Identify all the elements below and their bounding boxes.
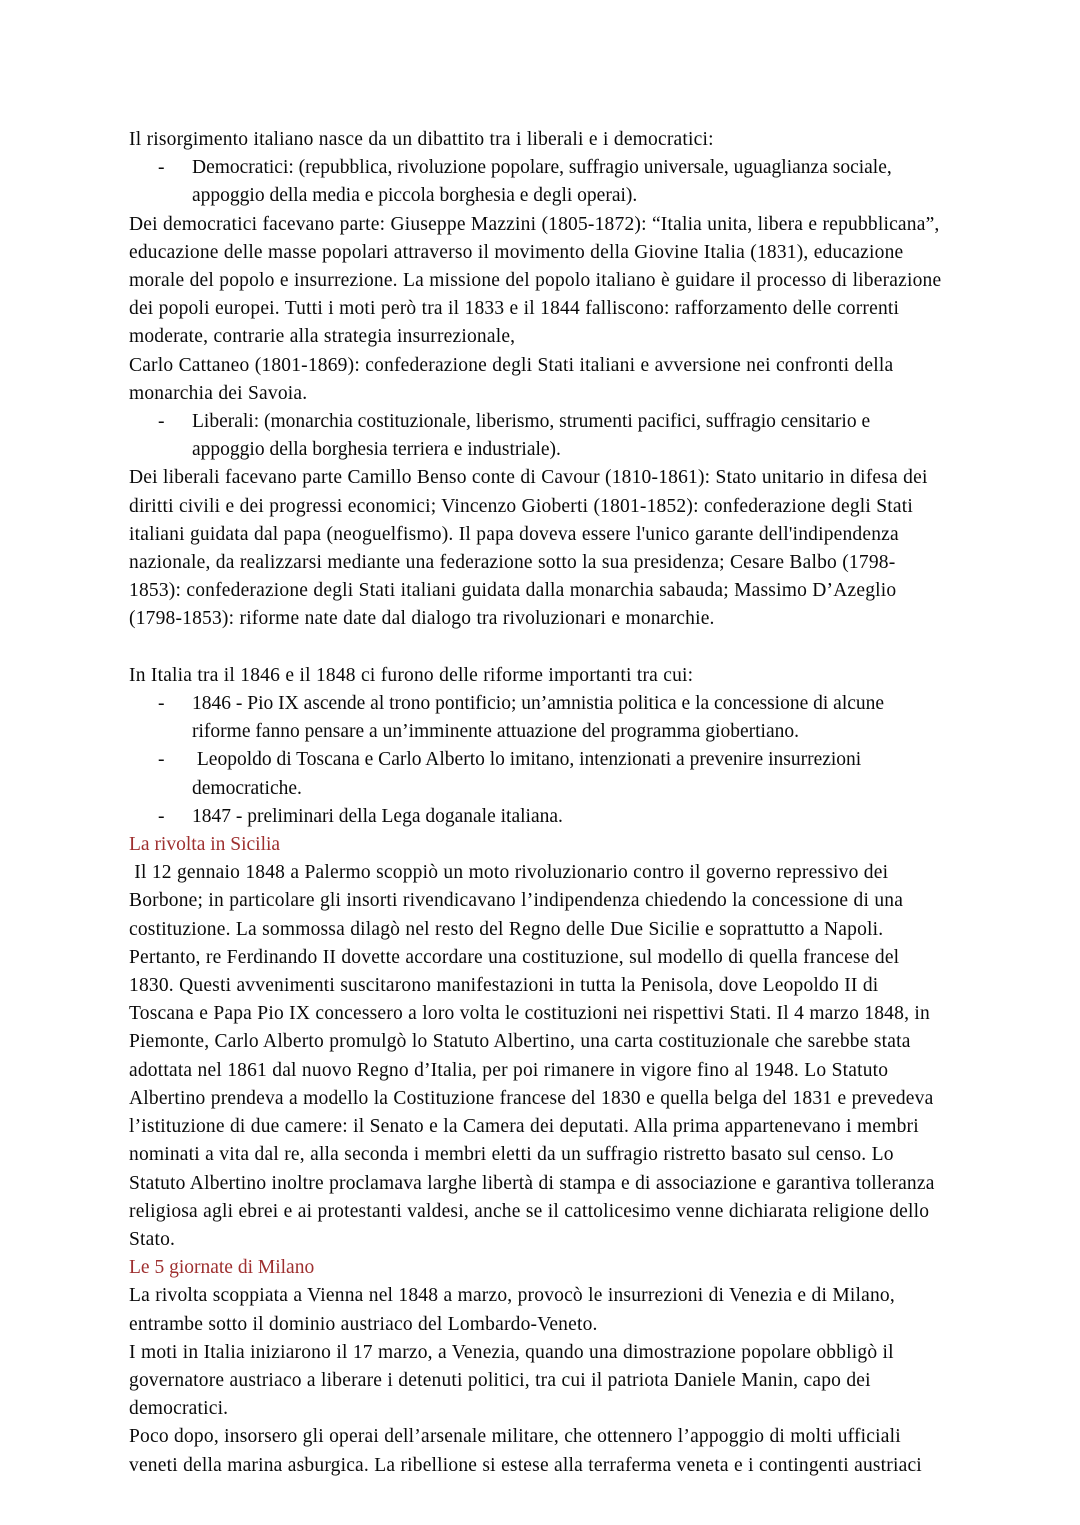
paragraph-riforme-intro: In Italia tra il 1846 e il 1848 ci furono delle riforme importanti tra cui:	[129, 664, 694, 686]
paragraph-milano-moti: I moti in Italia iniziarono il 17 marzo, a Venezia, quando una dimostrazione popolare obbligò il governatore austriaco a liberare i detenuti politici, tra cui il patriota Daniele Manin, capo dei democratici.	[129, 1341, 894, 1420]
list-item-riforma-1847	[129, 803, 947, 831]
bullet-marker-icon: -	[158, 805, 165, 827]
paragraph-milano-arsenale: Poco dopo, insorsero gli operai dell’arsenale militare, che ottennero l’appoggio di molti ufficiali veneti della marina asburgica. La ribellione si estese alla terraferma veneta e i contingenti austriaci	[129, 1426, 922, 1476]
bullet-list-fazioni-liberali	[129, 408, 947, 464]
bullet-marker-icon: -	[158, 411, 165, 433]
paragraph-carlo-cattaneo: Carlo Cattaneo (1801-1869): confederazione degli Stati italiani e avversione nei confronti della monarchia dei Savoia.	[129, 354, 894, 404]
list-item-riforma-leopoldo	[129, 746, 947, 802]
paragraph-spacer	[129, 634, 947, 662]
paragraph-democratici-body: Dei democratici facevano parte: Giuseppe Mazzini (1805-1872): “Italia unita, libera e repubblicana”, educazione delle masse popolari attraverso il movimento della Giovine Italia (1831), educazione morale del popolo e insurrezione. La missione del popolo italiano è guidare il processo di liberazione dei popoli europei. Tutti i moti però tra il 1833 e il 1844 falliscono: rafforzamento delle correnti moderate, contrarie alla strategia insurrezionale,	[129, 213, 942, 348]
bullet-list-fazioni-democratici	[129, 154, 947, 210]
bullet-marker-icon: -	[158, 749, 165, 771]
list-item-label: 1847 - preliminari della Lega doganale italiana.	[192, 805, 563, 827]
paragraph-sicilia-body: Il 12 gennaio 1848 a Palermo scoppiò un moto rivoluzionario contro il governo repressivo dei Borbone; in particolare gli insorti rivendicavano l’indipendenza chiedendo la concessione di una costituzione. La sommossa dilagò nel resto del Regno delle Due Sicilie e soprattutto a Napoli. Pertanto, re Ferdinando II dovette accordare una costituzione, sul modello di quella francese del 1830. Questi avvenimenti suscitarono manifestazioni in tutta la Penisola, dove Leopoldo II di Toscana e Papa Pio IX concessero a loro volta le costituzioni nei rispettivi Stati. Il 4 marzo 1848, in Piemonte, Carlo Alberto promulgò lo Statuto Albertino, una carta costituzionale che sarebbe stata adottata nel 1861 dal nuovo Regno d’Italia, per poi rimanere in vigore fino al 1948. Lo Statuto Albertino prendeva a modello la Costituzione francese del 1830 e quella belga del 1831 e prevedeva l’istituzione di due camere: il Senato e la Camera dei deputati. Alla prima appartenevano i membri nominati a vita dal re, alla seconda i membri eletti da un suffragio ristretto basato sul censo. Lo Statuto Albertino inoltre proclamava larghe libertà di stampa e di associazione e garantiva tolleranza religiosa agli ebrei e ai protestanti valdesi, anche se il cattolicesimo venne dichiarata religione dello Stato.	[129, 862, 940, 1250]
list-item-label: Leopoldo di Toscana e Carlo Alberto lo imitano, intenzionati a prevenire insurrezioni democratiche.	[192, 749, 867, 799]
bullet-marker-icon: -	[158, 157, 165, 179]
list-item-label: Democratici: (repubblica, rivoluzione popolare, suffragio universale, uguaglianza sociale, appoggio della media e piccola borghesia e degli operai).	[192, 157, 892, 207]
paragraph-liberali-body: Dei liberali facevano parte Camillo Benso conte di Cavour (1810-1861): Stato unitario in difesa dei diritti civili e dei progressi economici; Vincenzo Gioberti (1801-1852): confederazione degli Stati italiani guidata dal papa (neoguelfismo). Il papa doveva essere l'unico garante dell'indipendenza nazionale, da realizzarsi mediante una federazione sotto la sua presidenza; Cesare Balbo (1798-1853): confederazione degli Stati italiani guidata dalla monarchia sabauda; Massimo D’Azeglio (1798-1853): riforme nate date dal dialogo tra rivoluzionari e monarchie.	[129, 467, 928, 630]
bullet-list-riforme	[129, 690, 947, 831]
list-item-riforma-1846	[129, 690, 947, 746]
section-heading-la-rivolta-in-sicilia: La rivolta in Sicilia	[129, 834, 281, 856]
paragraph-intro: Il risorgimento italiano nasce da un dibattito tra i liberali e i democratici:	[129, 129, 714, 150]
bullet-marker-icon: -	[158, 693, 165, 715]
list-item-liberali	[129, 408, 947, 464]
list-item-label: 1846 - Pio IX ascende al trono pontificio; un’amnistia politica e la concessione di alcune riforme fanno pensare a un’imminente attuazione del programma giobertiano.	[192, 693, 885, 743]
list-item-democratici	[129, 154, 947, 210]
document-text-body	[129, 126, 947, 1480]
section-heading-le-5-giornate-di-milano: Le 5 giornate di Milano	[129, 1257, 315, 1279]
list-item-label: Liberali: (monarchia costituzionale, liberismo, strumenti pacifici, suffragio censitario e appoggio della borghesia terriera e industriale).	[192, 411, 871, 461]
paragraph-milano-vienna: La rivolta scoppiata a Vienna nel 1848 a marzo, provocò le insurrezioni di Venezia e di Milano, entrambe sotto il dominio austriaco del Lombardo-Veneto.	[129, 1285, 895, 1335]
